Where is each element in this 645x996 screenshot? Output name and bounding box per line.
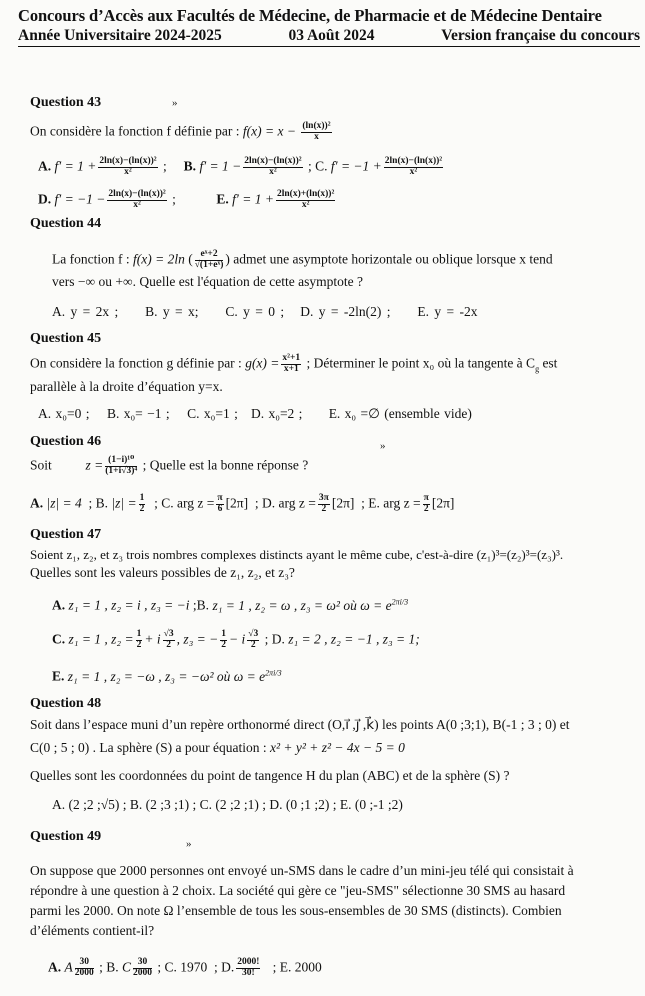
q47-title: Question 47 <box>30 527 102 542</box>
q43-stem: On considère la fonction f définie par : f(x) = x − $\frac{\text{(ln(x))²}}{x}$ <box>30 121 331 142</box>
q43-function: f(x) = x − <box>242 123 296 139</box>
q49-title: Question 49 <box>30 829 102 844</box>
q47-options-row1: A. z₁ = 1 , z₂ = i , z₃ = −i ;B. z₁ = 1 , z₂ = ω , z₃ = ω² où $\omega = e^{2\pi i/3}$ <box>52 597 409 613</box>
header-version: Version française du concours <box>441 27 640 44</box>
q48-stem-line2: C(0 ; 5 ; 0) . La sphère (S) a pour équation : x² + y² + z² − 4x − 5 = 0 <box>30 740 405 755</box>
header-date: 03 Août 2024 <box>288 27 375 44</box>
q44-options: A. y = 2x ; B. y = x; C. y = 0 ; D. y = -2ln(2) ; E. y = -2x <box>52 304 478 319</box>
header-line1: Concours d’Accès aux Facultés de Médecine, de Pharmacie et de Médecine Dentaire <box>18 6 602 25</box>
q44-stem-line2: vers −∞ ou +∞. Quelle est l'équation de cette asymptote ? <box>52 274 363 289</box>
stray-mark: » <box>186 838 192 850</box>
q43-options-row2: D. f′ = −1 − $\frac{\text{2ln(x)−(ln(x))²}}{\text{x²}}$ ; E. f′ = 1 + $\frac{\text{2ln(x)+(ln(x))²}}{\text{x²}}$ <box>38 189 335 210</box>
q46-stem: Soit z = $\frac{\text{(1−i)¹⁰}}{\text{(1+i√3)⁴}}$ ; Quelle est la bonne réponse ? <box>30 455 309 476</box>
q48-title: Question 48 <box>30 696 102 711</box>
q43-title: Question 43 <box>30 95 102 110</box>
q45-stem-line2: parallèle à la droite d’équation y=x. <box>30 379 223 394</box>
q46-title: Question 46 <box>30 434 102 449</box>
header-line2 <box>18 27 640 47</box>
q48-stem-line3: Quelles sont les coordonnées du point de tangence H du plan (ABC) et de la sphère (S) ? <box>30 768 510 783</box>
q49-stem-line1: On suppose que 2000 personnes ont envoyé un-SMS dans le cadre d’un mini-jeu télé qui consistait à <box>30 863 574 878</box>
header-year: Année Universitaire 2024-2025 <box>18 27 222 44</box>
q47-stem-line1: Soient z₁, z₂, et z₃ trois nombres complexes distincts ayant le même cube, c'est-à-dire (z₁)³=(z₂)³=(z₃)³. <box>30 547 564 562</box>
q45-options: A. x₀=0 ; B. x₀= −1 ; C. x₀=1 ; D. x₀=2 ; E. x₀ =∅ (ensemble vide) <box>38 406 472 421</box>
q48-stem-line1: Soit dans l’espace muni d’un repère orthonormé direct (O,i⃗ ,j⃗ ,k⃗) les points A(0 ;3;1), B(-1 ; 3 ; 0) et <box>30 717 570 732</box>
q49-stem-line4: d’éléments contient-il? <box>30 923 155 938</box>
q47-options-row2: C. z₁ = 1 , z₂ = $\frac{1}{2}$ + i $\frac{√3}{2}$ , z₃ = − $\frac{1}{2}$ − i $\frac{√3}{2}$ ; D. z₁ = 2 , z₂ = −1 , z₃ = 1; <box>52 629 420 650</box>
q44-stem-line1: La fonction f : f(x) = 2ln ( $\frac{\text{eˣ+2}}{\text{√(1+eˣ)}}$ ) admet une asymptote horizontale ou oblique lorsque x tend <box>52 249 553 270</box>
q47-options-row3: E. z₁ = 1 , z₂ = −ω , z₃ = −ω² où $\omega = e^{2\pi i/3}$ <box>52 668 282 684</box>
q49-stem-line3: parmi les 2000. On note Ω l’ensemble de tous les sous-ensembles de 30 SMS (distincts). Combien <box>30 903 562 918</box>
q44-title: Question 44 <box>30 216 102 231</box>
exam-header <box>18 6 640 47</box>
q45-title: Question 45 <box>30 331 102 346</box>
q48-options: A. (2 ;2 ;√5) ; B. (2 ;3 ;1) ; C. (2 ;2 ;1) ; D. (0 ;1 ;2) ; E. (0 ;-1 ;2) <box>52 797 403 812</box>
stray-mark: » <box>380 440 386 452</box>
q47-stem-line2: Quelles sont les valeurs possibles de z₁, z₂, et z₃? <box>30 565 295 580</box>
q43-options-row1: A. f′ = 1 + $\frac{\text{2ln(x)−(ln(x))²}}{\text{x²}}$ ; B. f′ = 1 − $\frac{\text{2ln(x)−(ln(x))²}}{\text{x²}}$ ; C. f′ = −1 + $\frac{\text{2ln(x)−(ln(x))²}}{\text{x²}}$ <box>38 156 443 177</box>
stray-mark: » <box>172 97 178 109</box>
q45-stem-line1: On considère la fonction g définie par : g(x) = $\frac{\text{x²+1}}{x+1}$ ; Déterminer le point x₀ où la tangente à $C_g$ est <box>30 353 558 374</box>
q49-stem-line2: répondre à une question à 2 choix. La société qui gère ce "jeu-SMS" sélectionne 30 SMS au hasard <box>30 883 566 898</box>
q49-options: A. A $\frac{30}{2000}$ ; B. C $\frac{30}{2000}$ ; C. 1970 ; D. $\frac{2000!}{30!}$ ; E. 2000 <box>48 957 322 978</box>
q46-options: A. |z| = 4 ; B. |z| = $\frac{1}{2}$ ; C. arg z = $\frac{\pi}{6}$ [2π] ; D. arg z = $\frac{3\pi}{2}$ [2π] ; E. arg z = $\frac{\pi}{2}$ [2π] <box>30 493 455 514</box>
